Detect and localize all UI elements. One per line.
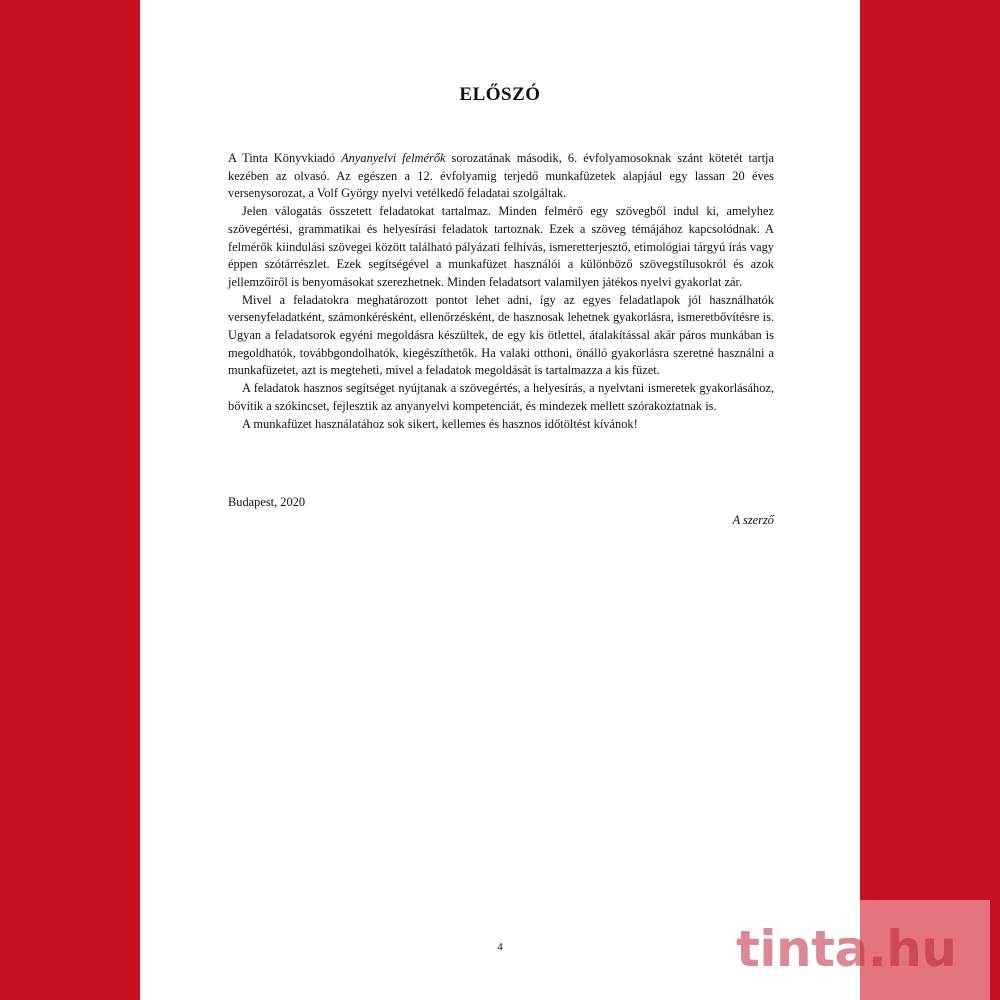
watermark-logo: tinta.hu	[736, 920, 957, 978]
author-signature: A szerző	[732, 513, 774, 527]
preface-text	[228, 150, 774, 433]
paragraph-3: Mivel a feladatokra meghatározott pontot lehet adni, így az egyes feladatlapok jól használhatók versenyfeladatként, számonkérésként, ellenőrzésként, de hasznosak lehetnek gyakorlásra, ismeretbővítésre is. Ugyan a feladatsorok egyéni megoldásra készültek, de egy kis ötlettel, átalakítással akár páros munkában is megoldhatók, továbbgondolhatók, kiegészíthetők. Ha valaki otthoni, önálló gyakorlásra szeretné használni a munkafüzetet, azt is megteheti, mivel a feladatok megoldását is tartalmazza a kis füzet.	[228, 292, 774, 378]
paragraph-1-after: sorozatának második, 6. évfolyamosoknak szánt kötetét tartja kezében az olvasó. Az egészen a 12. évfolyamig terjedő munkafüzetek alapjául egy lassan 20 éves versenysorozat, a Volf György nyelvi vetélkedő feladatai szolgáltak.	[228, 151, 774, 201]
paragraph-2: Jelen válogatás összetett feladatokat tartalmaz. Minden felmérő egy szövegből indul ki, amelyhez szövegértési, grammatikai és helyesírási feladatok tartoznak. Ezek a szöveg témájához kapcsolódnak. A felmérők kiindulási szövegei között található pályázati felhívás, ismeretterjesztő, etimológiai tárgyú írás vagy éppen szótárrészlet. Ezek segítségével a munkafüzet használói a különböző szövegstílusokról és azok jellemzőiről is benyomásokat szerezhetnek. Minden feladatsort valamilyen játékos nyelvi gyakorlat zár.	[228, 204, 774, 289]
paragraph-1	[228, 150, 774, 203]
paragraph-5: A munkafüzet használatához sok sikert, kellemes és hasznos időtöltést kívánok!	[242, 416, 638, 431]
place-date: Budapest, 2020	[228, 495, 306, 509]
book-page	[140, 0, 860, 1000]
page-number: 4	[497, 941, 503, 953]
page-title: ELŐSZÓ	[459, 84, 541, 105]
paragraph-1-before: A Tinta Könyvkiadó	[228, 151, 342, 165]
paragraph-4: A feladatok hasznos segítséget nyújtanak a szövegértés, a helyesírás, a nyelvtani ismeretek gyakorlásához, bővítik a szókincset, fejlesztik az anyanyelvi kompetenciát, és mindezek mellett szórakoztatnak is.	[228, 381, 774, 413]
series-title: Anyanyelvi felmérők	[341, 151, 446, 165]
